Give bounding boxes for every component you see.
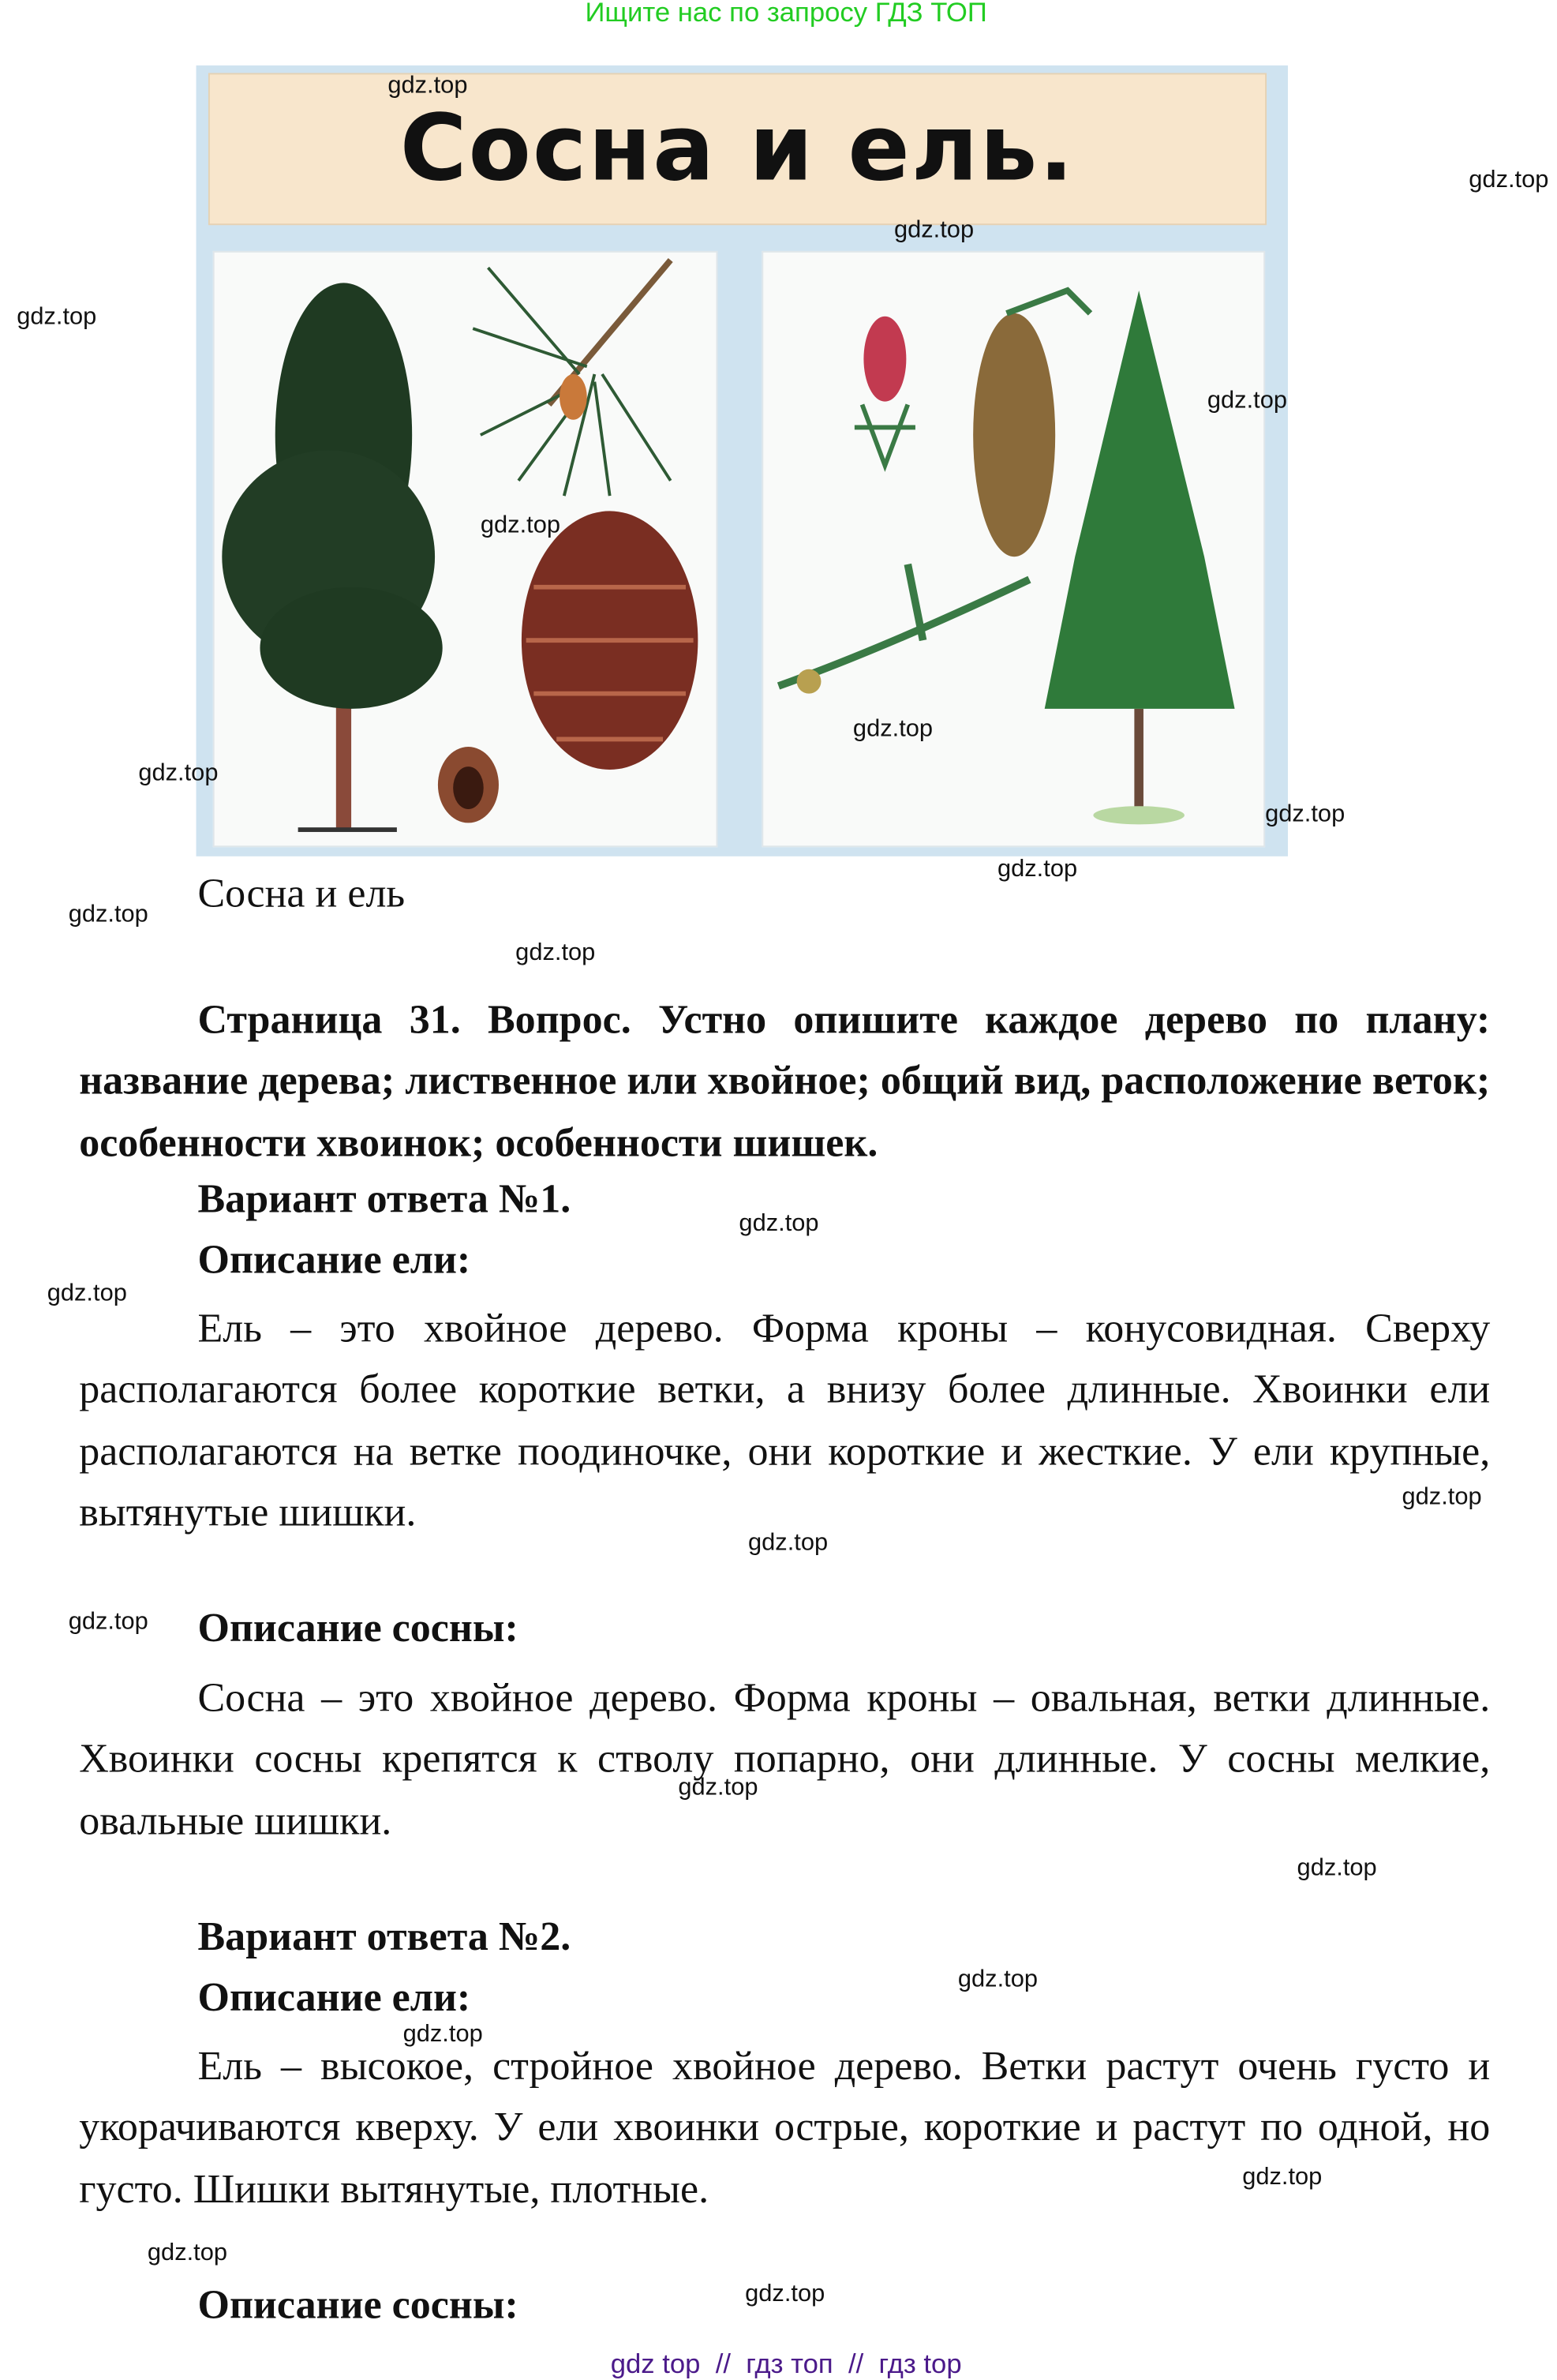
question-text	[79, 988, 1490, 1172]
watermark: gdz.top	[147, 2240, 228, 2266]
watermark: gdz.top	[957, 1966, 1039, 1993]
watermark: gdz.top	[68, 1609, 148, 1636]
illustration-title-box	[208, 73, 1267, 225]
variant1-spruce-text: Ель – это хвойное дерево. Форма кроны – конусовидная. Сверху располагаются более короткие ветки, а внизу более длинные. Хвоинки ели располагаются на ветке поодиночке, они короткие и жесткие. У ели крупные, вытянутые шишки.	[79, 1305, 1491, 1535]
watermark: gdz.top	[739, 1210, 819, 1237]
spruce-branch-icon	[779, 564, 1030, 694]
watermark: gdz.top	[17, 304, 97, 331]
watermark: gdz.top	[1265, 801, 1346, 828]
pine-seed-icon	[438, 747, 499, 823]
watermark: gdz.top	[745, 2281, 825, 2307]
pine-panel	[213, 251, 718, 847]
pine-drawing	[215, 253, 717, 845]
spruce-drawing	[763, 253, 1265, 845]
illustration-caption: Сосна и ель	[197, 870, 406, 916]
watermark: gdz.top	[1242, 2164, 1323, 2191]
watermark: gdz.top	[852, 716, 934, 743]
variant1-pine-heading: Описание сосны:	[197, 1604, 518, 1651]
variant1-spruce-paragraph	[79, 1298, 1490, 1543]
variant1-pine-text: Сосна – это хвойное дерево. Форма кроны – овальная, ветки длинные. Хвоинки сосны крепятся к стволу попарно, они длинные. У сосны мелкие, овальные шишки.	[79, 1674, 1491, 1843]
watermark: gdz.top	[1469, 167, 1549, 193]
spruce-cone-icon	[973, 290, 1090, 557]
watermark: gdz.top	[1297, 1855, 1377, 1882]
watermark: gdz.top	[1402, 1484, 1482, 1511]
variant2-spruce-text: Ель – высокое, стройное хвойное дерево. Ветки растут очень густо и укорачиваются кверху. У ели хвоинки острые, короткие и растут по одной, но густо. Шишки вытянутые, плотные.	[79, 2042, 1491, 2211]
spruce-panel	[762, 251, 1265, 847]
variant1-title: Вариант ответа №1.	[197, 1175, 571, 1222]
watermark: gdz.top	[893, 217, 975, 244]
watermark: gdz.top	[387, 73, 468, 99]
variant1-spruce-heading: Описание ели:	[197, 1236, 471, 1283]
pine-tree-icon	[222, 283, 442, 832]
pine-spruce-illustration	[196, 66, 1288, 856]
variant2-title: Вариант ответа №2.	[197, 1913, 571, 1959]
watermark: gdz.top	[68, 901, 148, 928]
spruce-flower-icon	[855, 317, 915, 466]
watermark: gdz.top	[402, 2021, 483, 2048]
watermark: gdz.top	[480, 512, 560, 539]
watermark: gdz.top	[138, 760, 219, 787]
footer-links[interactable]: gdz top // гдз топ // гдз top	[610, 2348, 962, 2379]
pine-cone-icon	[522, 511, 698, 770]
watermark: gdz.top	[515, 939, 596, 966]
watermark: gdz.top	[678, 1775, 758, 1801]
watermark: gdz.top	[47, 1280, 127, 1307]
watermark: gdz.top	[747, 1530, 829, 1557]
pine-branch-icon	[473, 260, 670, 496]
watermark: gdz.top	[1207, 388, 1288, 414]
question-text-content: Страница 31. Вопрос. Устно опишите каждое дерево по плану: название дерева; лиственное или хвойное; общий вид, расположение веток; особенности хвоинок; особенности шишек.	[79, 996, 1491, 1165]
variant2-spruce-heading: Описание ели:	[197, 1973, 471, 2020]
watermark: gdz.top	[997, 856, 1078, 883]
illustration-title: Сосна и ель.	[399, 96, 1076, 203]
search-banner[interactable]: Ищите нас по запросу ГДЗ ТОП	[585, 0, 987, 28]
variant1-pine-paragraph	[79, 1667, 1490, 1851]
variant2-pine-heading: Описание сосны:	[197, 2281, 518, 2328]
spruce-tree-icon	[1045, 290, 1235, 824]
